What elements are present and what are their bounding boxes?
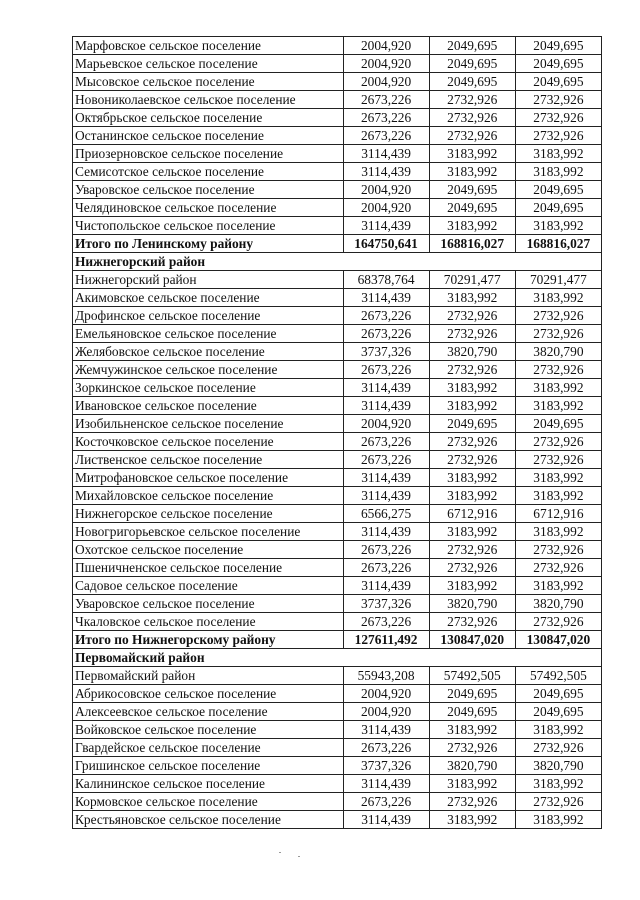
entity-name-cell: Итого по Нижнегорскому району [73,631,344,649]
value-cell: 2732,926 [429,739,515,757]
value-cell: 2732,926 [515,127,601,145]
value-cell: 70291,477 [515,271,601,289]
value-cell: 3183,992 [515,775,601,793]
entity-name-cell: Челядиновское сельское поселение [73,199,344,217]
value-cell: 2673,226 [343,541,429,559]
district-header-row [73,649,602,667]
entity-name-cell: Михайловское сельское поселение [73,487,344,505]
value-cell: 3183,992 [429,289,515,307]
value-cell: 2673,226 [343,433,429,451]
entity-name-cell: Калининское сельское поселение [73,775,344,793]
value-cell: 2673,226 [343,451,429,469]
entity-name-cell: Емельяновское сельское поселение [73,325,344,343]
value-cell: 2732,926 [515,559,601,577]
value-cell: 2004,920 [343,73,429,91]
value-cell: 2004,920 [343,181,429,199]
value-cell: 2673,226 [343,127,429,145]
entity-name-cell: Нижнегорское сельское поселение [73,505,344,523]
table-row [73,271,602,289]
value-cell: 3183,992 [429,163,515,181]
value-cell: 3183,992 [515,145,601,163]
value-cell: 2004,920 [343,415,429,433]
value-cell: 2049,695 [515,703,601,721]
value-cell: 3183,992 [515,523,601,541]
table-row [73,757,602,775]
district-total-row [73,235,602,253]
table-row [73,469,602,487]
table-row [73,217,602,235]
value-cell: 3183,992 [429,469,515,487]
table-row [73,325,602,343]
value-cell: 3737,326 [343,595,429,613]
entity-name-cell: Семисотское сельское поселение [73,163,344,181]
table-row [73,361,602,379]
value-cell: 2732,926 [515,793,601,811]
table-row [73,163,602,181]
entity-name-cell: Жемчужинское сельское поселение [73,361,344,379]
entity-name-cell: Садовое сельское поселение [73,577,344,595]
entity-name-cell: Ивановское сельское поселение [73,397,344,415]
entity-name-cell: Уваровское сельское поселение [73,181,344,199]
value-cell: 3820,790 [515,757,601,775]
value-cell: 3114,439 [343,397,429,415]
table-row [73,343,602,361]
value-cell: 3820,790 [515,343,601,361]
table-row [73,793,602,811]
entity-name-cell: Останинское сельское поселение [73,127,344,145]
district-header: Первомайский район [73,649,602,667]
value-cell: 3114,439 [343,721,429,739]
district-header: Нижнегорский район [73,253,602,271]
value-cell: 3183,992 [515,397,601,415]
value-cell: 6712,916 [429,505,515,523]
value-cell: 164750,641 [343,235,429,253]
value-cell: 2732,926 [515,307,601,325]
table-row [73,811,602,829]
entity-name-cell: Крестьяновское сельское поселение [73,811,344,829]
value-cell: 2673,226 [343,613,429,631]
value-cell: 168816,027 [429,235,515,253]
value-cell: 3183,992 [429,145,515,163]
entity-name-cell: Чистопольское сельское поселение [73,217,344,235]
entity-name-cell: Чкаловское сельское поселение [73,613,344,631]
table-row [73,595,602,613]
value-cell: 3183,992 [515,289,601,307]
entity-name-cell: Первомайский район [73,667,344,685]
value-cell: 2732,926 [429,361,515,379]
table-row [73,505,602,523]
value-cell: 2732,926 [515,325,601,343]
entity-name-cell: Гришинское сельское поселение [73,757,344,775]
value-cell: 3183,992 [515,721,601,739]
value-cell: 3820,790 [429,757,515,775]
value-cell: 2732,926 [429,451,515,469]
table-row [73,55,602,73]
value-cell: 2049,695 [429,685,515,703]
entity-name-cell: Охотское сельское поселение [73,541,344,559]
table-row [73,199,602,217]
value-cell: 3183,992 [429,775,515,793]
value-cell: 2004,920 [343,37,429,55]
table-row [73,451,602,469]
table-row [73,307,602,325]
entity-name-cell: Алексеевское сельское поселение [73,703,344,721]
value-cell: 2732,926 [515,361,601,379]
value-cell: 2732,926 [515,613,601,631]
value-cell: 57492,505 [515,667,601,685]
value-cell: 2732,926 [429,793,515,811]
entity-name-cell: Марфовское сельское поселение [73,37,344,55]
table-row [73,541,602,559]
value-cell: 3114,439 [343,487,429,505]
value-cell: 2049,695 [429,73,515,91]
entity-name-cell: Дрофинское сельское поселение [73,307,344,325]
value-cell: 2049,695 [515,685,601,703]
value-cell: 3183,992 [429,487,515,505]
value-cell: 2049,695 [515,55,601,73]
value-cell: 3183,992 [515,469,601,487]
entity-name-cell: Лиственское сельское поселение [73,451,344,469]
value-cell: 2732,926 [429,325,515,343]
value-cell: 3114,439 [343,163,429,181]
value-cell: 3183,992 [429,523,515,541]
value-cell: 6566,275 [343,505,429,523]
value-cell: 3183,992 [515,217,601,235]
value-cell: 2049,695 [429,37,515,55]
value-cell: 2004,920 [343,685,429,703]
value-cell: 2673,226 [343,739,429,757]
entity-name-cell: Войковское сельское поселение [73,721,344,739]
value-cell: 3737,326 [343,343,429,361]
value-cell: 3183,992 [515,811,601,829]
value-cell: 168816,027 [515,235,601,253]
value-cell: 3183,992 [515,487,601,505]
value-cell: 3183,992 [429,577,515,595]
value-cell: 3114,439 [343,775,429,793]
scan-speck [298,856,300,857]
entity-name-cell: Уваровское сельское поселение [73,595,344,613]
value-cell: 3737,326 [343,757,429,775]
budget-table-body [73,37,602,829]
value-cell: 3114,439 [343,523,429,541]
value-cell: 3183,992 [515,577,601,595]
table-row [73,685,602,703]
value-cell: 3820,790 [429,595,515,613]
entity-name-cell: Нижнегорский район [73,271,344,289]
value-cell: 130847,020 [429,631,515,649]
table-row [73,397,602,415]
value-cell: 2049,695 [429,415,515,433]
table-row [73,73,602,91]
value-cell: 57492,505 [429,667,515,685]
scan-speck [279,852,281,853]
table-row [73,415,602,433]
value-cell: 3114,439 [343,469,429,487]
value-cell: 3183,992 [429,379,515,397]
table-row [73,775,602,793]
value-cell: 2732,926 [515,91,601,109]
entity-name-cell: Марьевское сельское поселение [73,55,344,73]
value-cell: 2673,226 [343,91,429,109]
value-cell: 2673,226 [343,307,429,325]
entity-name-cell: Зоркинское сельское поселение [73,379,344,397]
value-cell: 3114,439 [343,289,429,307]
table-row [73,703,602,721]
value-cell: 2049,695 [429,703,515,721]
value-cell: 2673,226 [343,325,429,343]
value-cell: 2732,926 [429,127,515,145]
value-cell: 130847,020 [515,631,601,649]
value-cell: 2004,920 [343,55,429,73]
value-cell: 2732,926 [515,451,601,469]
value-cell: 3183,992 [429,217,515,235]
entity-name-cell: Изобильненское сельское поселение [73,415,344,433]
entity-name-cell: Итого по Ленинскому району [73,235,344,253]
value-cell: 70291,477 [429,271,515,289]
entity-name-cell: Пшеничненское сельское поселение [73,559,344,577]
table-row [73,91,602,109]
table-row [73,739,602,757]
value-cell: 2732,926 [429,91,515,109]
value-cell: 55943,208 [343,667,429,685]
value-cell: 2673,226 [343,559,429,577]
value-cell: 2049,695 [515,181,601,199]
value-cell: 2732,926 [429,433,515,451]
table-row [73,181,602,199]
table-row [73,577,602,595]
value-cell: 3183,992 [515,163,601,181]
value-cell: 2049,695 [515,415,601,433]
value-cell: 3114,439 [343,577,429,595]
value-cell: 2732,926 [429,559,515,577]
entity-name-cell: Мысовское сельское поселение [73,73,344,91]
value-cell: 2732,926 [515,541,601,559]
entity-name-cell: Акимовское сельское поселение [73,289,344,307]
table-row [73,613,602,631]
value-cell: 2049,695 [515,73,601,91]
table-row [73,379,602,397]
entity-name-cell: Митрофановское сельское поселение [73,469,344,487]
table-row [73,559,602,577]
value-cell: 3114,439 [343,379,429,397]
value-cell: 3114,439 [343,811,429,829]
entity-name-cell: Кормовское сельское поселение [73,793,344,811]
value-cell: 3183,992 [429,397,515,415]
table-row [73,487,602,505]
value-cell: 2049,695 [515,37,601,55]
table-row [73,667,602,685]
value-cell: 2049,695 [429,181,515,199]
table-row [73,433,602,451]
entity-name-cell: Октябрьское сельское поселение [73,109,344,127]
value-cell: 2732,926 [429,109,515,127]
value-cell: 3183,992 [429,811,515,829]
entity-name-cell: Новогригорьевское сельское поселение [73,523,344,541]
value-cell: 2732,926 [515,739,601,757]
value-cell: 2732,926 [429,613,515,631]
entity-name-cell: Абрикосовское сельское поселение [73,685,344,703]
value-cell: 2004,920 [343,199,429,217]
value-cell: 2049,695 [515,199,601,217]
budget-table [72,36,602,829]
value-cell: 3820,790 [515,595,601,613]
value-cell: 6712,916 [515,505,601,523]
value-cell: 2732,926 [429,307,515,325]
table-row [73,109,602,127]
value-cell: 2673,226 [343,361,429,379]
entity-name-cell: Гвардейское сельское поселение [73,739,344,757]
district-header-row [73,253,602,271]
table-row [73,127,602,145]
entity-name-cell: Желябовское сельское поселение [73,343,344,361]
value-cell: 2673,226 [343,793,429,811]
table-row [73,721,602,739]
value-cell: 127611,492 [343,631,429,649]
entity-name-cell: Косточковское сельское поселение [73,433,344,451]
value-cell: 3183,992 [429,721,515,739]
value-cell: 2673,226 [343,109,429,127]
table-row [73,37,602,55]
value-cell: 3820,790 [429,343,515,361]
value-cell: 2049,695 [429,199,515,217]
value-cell: 3183,992 [515,379,601,397]
value-cell: 3114,439 [343,145,429,163]
table-row [73,145,602,163]
value-cell: 2004,920 [343,703,429,721]
entity-name-cell: Приозерновское сельское поселение [73,145,344,163]
district-total-row [73,631,602,649]
value-cell: 2732,926 [515,109,601,127]
table-row [73,289,602,307]
entity-name-cell: Новониколаевское сельское поселение [73,91,344,109]
table-row [73,523,602,541]
value-cell: 68378,764 [343,271,429,289]
value-cell: 3114,439 [343,217,429,235]
value-cell: 2732,926 [429,541,515,559]
value-cell: 2049,695 [429,55,515,73]
value-cell: 2732,926 [515,433,601,451]
